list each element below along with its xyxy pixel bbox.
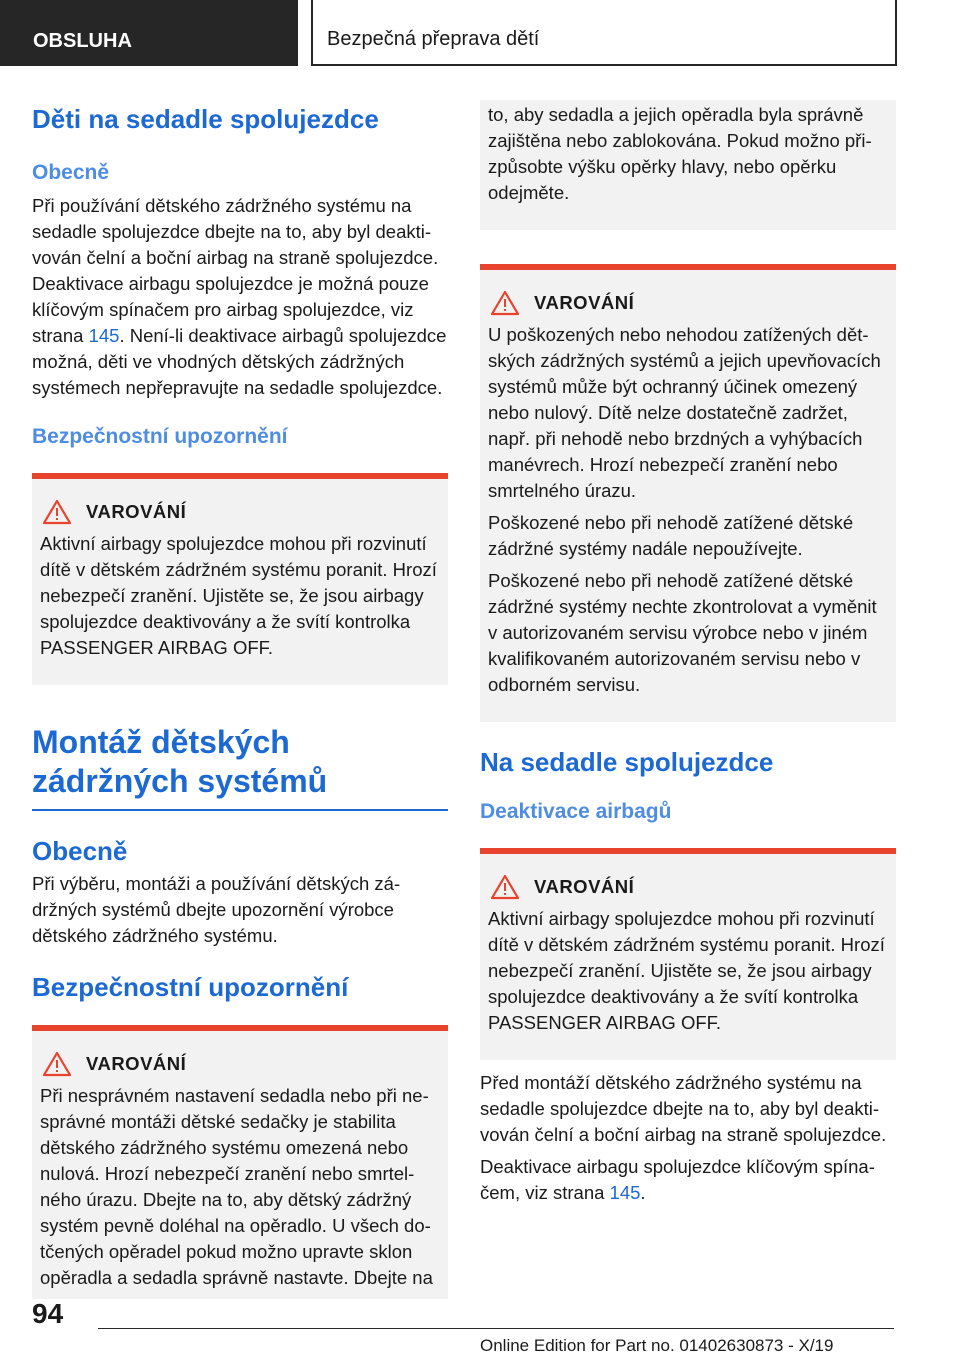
warning-title: VAROVÁNÍ: [488, 874, 888, 900]
warning-title: VAROVÁNÍ: [488, 290, 888, 316]
warning-triangle-icon: [42, 499, 72, 525]
warning-box: [32, 1025, 448, 1299]
subheading-bezpecnostni-upozorneni-2: Bezpečnostní upozornění: [32, 972, 349, 1002]
paragraph-deaktivace: Deaktivace airbagu spolujezdce klíčovým spínačem, viz strana 145.: [480, 1156, 875, 1203]
warning-text: Aktivní airbagy spolujezdce mohou při rozvinutí dítě v dětském zádržném systému poranit. Hrozí nebezpečí zranění. Ujistěte se, že jsou airbagy spolujezdce deaktivovány a že svítí kontrolka PASSENGER AIRBAG OFF.: [40, 533, 437, 658]
left-column: [32, 98, 448, 1299]
warning-continuation: [480, 100, 896, 230]
subheading-obecne-2: Obecně: [32, 836, 128, 866]
warning-triangle-icon: [490, 290, 520, 316]
page-header: [0, 0, 960, 66]
heading-na-sedadle-spolujezdce: Na sedadle spolujezdce: [480, 747, 774, 777]
page-link-145[interactable]: 145: [609, 1182, 641, 1203]
page-number: 94: [32, 1298, 64, 1329]
warning-triangle-icon: [490, 874, 520, 900]
warning-box: [32, 473, 448, 685]
chapter-tab: Bezpečná přeprava dětí: [311, 0, 897, 66]
heading-deti-na-sedadle: Děti na sedadle spolujezdce: [32, 104, 379, 134]
footer-divider: [98, 1328, 894, 1329]
subheading-deaktivace-airbagu: Deaktivace airbagů: [480, 800, 672, 823]
warning-text: Poškozené nebo při nehodě zatížené dětské zádržné systémy nechte zkontrolovat a vyměnit v autorizovaném servisu výrobce nebo v jiném kvalifikovaném autorizovaném servisu nebo v odborném servisu.: [488, 570, 877, 695]
heading-montaz: Montáž dětských zádržných systémů: [32, 723, 448, 811]
right-column: [480, 100, 896, 1206]
subheading-bezpecnostni-upozorneni: Bezpečnostní upozornění: [32, 425, 288, 448]
paragraph-obecne: Při používání dětského zádržného systému na sedadle spolujezdce dbejte na to, aby byl deaktivován čelní a boční airbag na straně spolujezdce. Deaktivace airbagu spolujezdce je možná pouze klíčovým spínačem pro airbag spolujezdce, viz strana 145. Není-li deaktivace airbagů spolujezdce možná, děti ve vhodných dětských zádržných systémech nepřepravujte na sedadle spolujezdce.: [32, 195, 447, 398]
warning-box: [480, 848, 896, 1060]
subheading-obecne: Obecně: [32, 161, 110, 184]
warning-text-continued: to, aby sedadla a jejich opěradla byla správně zajištěna nebo zablokována. Pokud možno přizpůsobte výšku opěrky hlavy, nebo opěrku odejměte.: [488, 104, 872, 203]
page-link-145[interactable]: 145: [88, 325, 120, 346]
warning-text: Při nesprávném nastavení sedadla nebo při nesprávné montáži dětské sedačky je stabilita dětského zádržného systému omezená nebo nulová. Hrozí nebezpečí zranění nebo smrtelného úrazu. Dbejte na to, aby dětský zádržný systém pevně doléhal na opěradlo. U všech dotčených opěradel pokud možno upravte sklon opěradla a sedadla správně nastavte. Dbejte na: [40, 1085, 433, 1288]
warning-title: VAROVÁNÍ: [40, 499, 440, 525]
warning-text: Aktivní airbagy spolujezdce mohou při rozvinutí dítě v dětském zádržném systému poranit. Hrozí nebezpečí zranění. Ujistěte se, že jsou airbagy spolujezdce deaktivovány a že svítí kontrolka PASSENGER AIRBAG OFF.: [488, 908, 885, 1033]
warning-text: Poškozené nebo při nehodě zatížené dětské zádržné systémy nadále nepoužívejte.: [488, 512, 854, 559]
warning-box: [480, 264, 896, 722]
paragraph-pred-montazi: Před montáží dětského zádržného systému na sedadle spolujezdce dbejte na to, aby byl deaktivován čelní a boční airbag na straně spolujezdce.: [480, 1072, 887, 1145]
paragraph-obecne-2: Při výběru, montáži a používání dětských zádržných systémů dbejte upozornění výrobce dětského zádržného systému.: [32, 873, 401, 946]
warning-triangle-icon: [42, 1051, 72, 1077]
edition-footer: Online Edition for Part no. 01402630873 - X/19: [480, 1336, 834, 1355]
section-tab: OBSLUHA: [0, 0, 298, 66]
warning-title: VAROVÁNÍ: [40, 1051, 440, 1077]
warning-text: U poškozených nebo nehodou zatížených dětských zádržných systémů a jejich upevňovacích systémů může být ochranný účinek omezený nebo nulový. Dítě nelze dostatečně zadržet, např. při nehodě nebo brzdných a vyhýbacích manévrech. Hrozí nebezpečí zranění nebo smrtelného úrazu.: [488, 324, 881, 501]
